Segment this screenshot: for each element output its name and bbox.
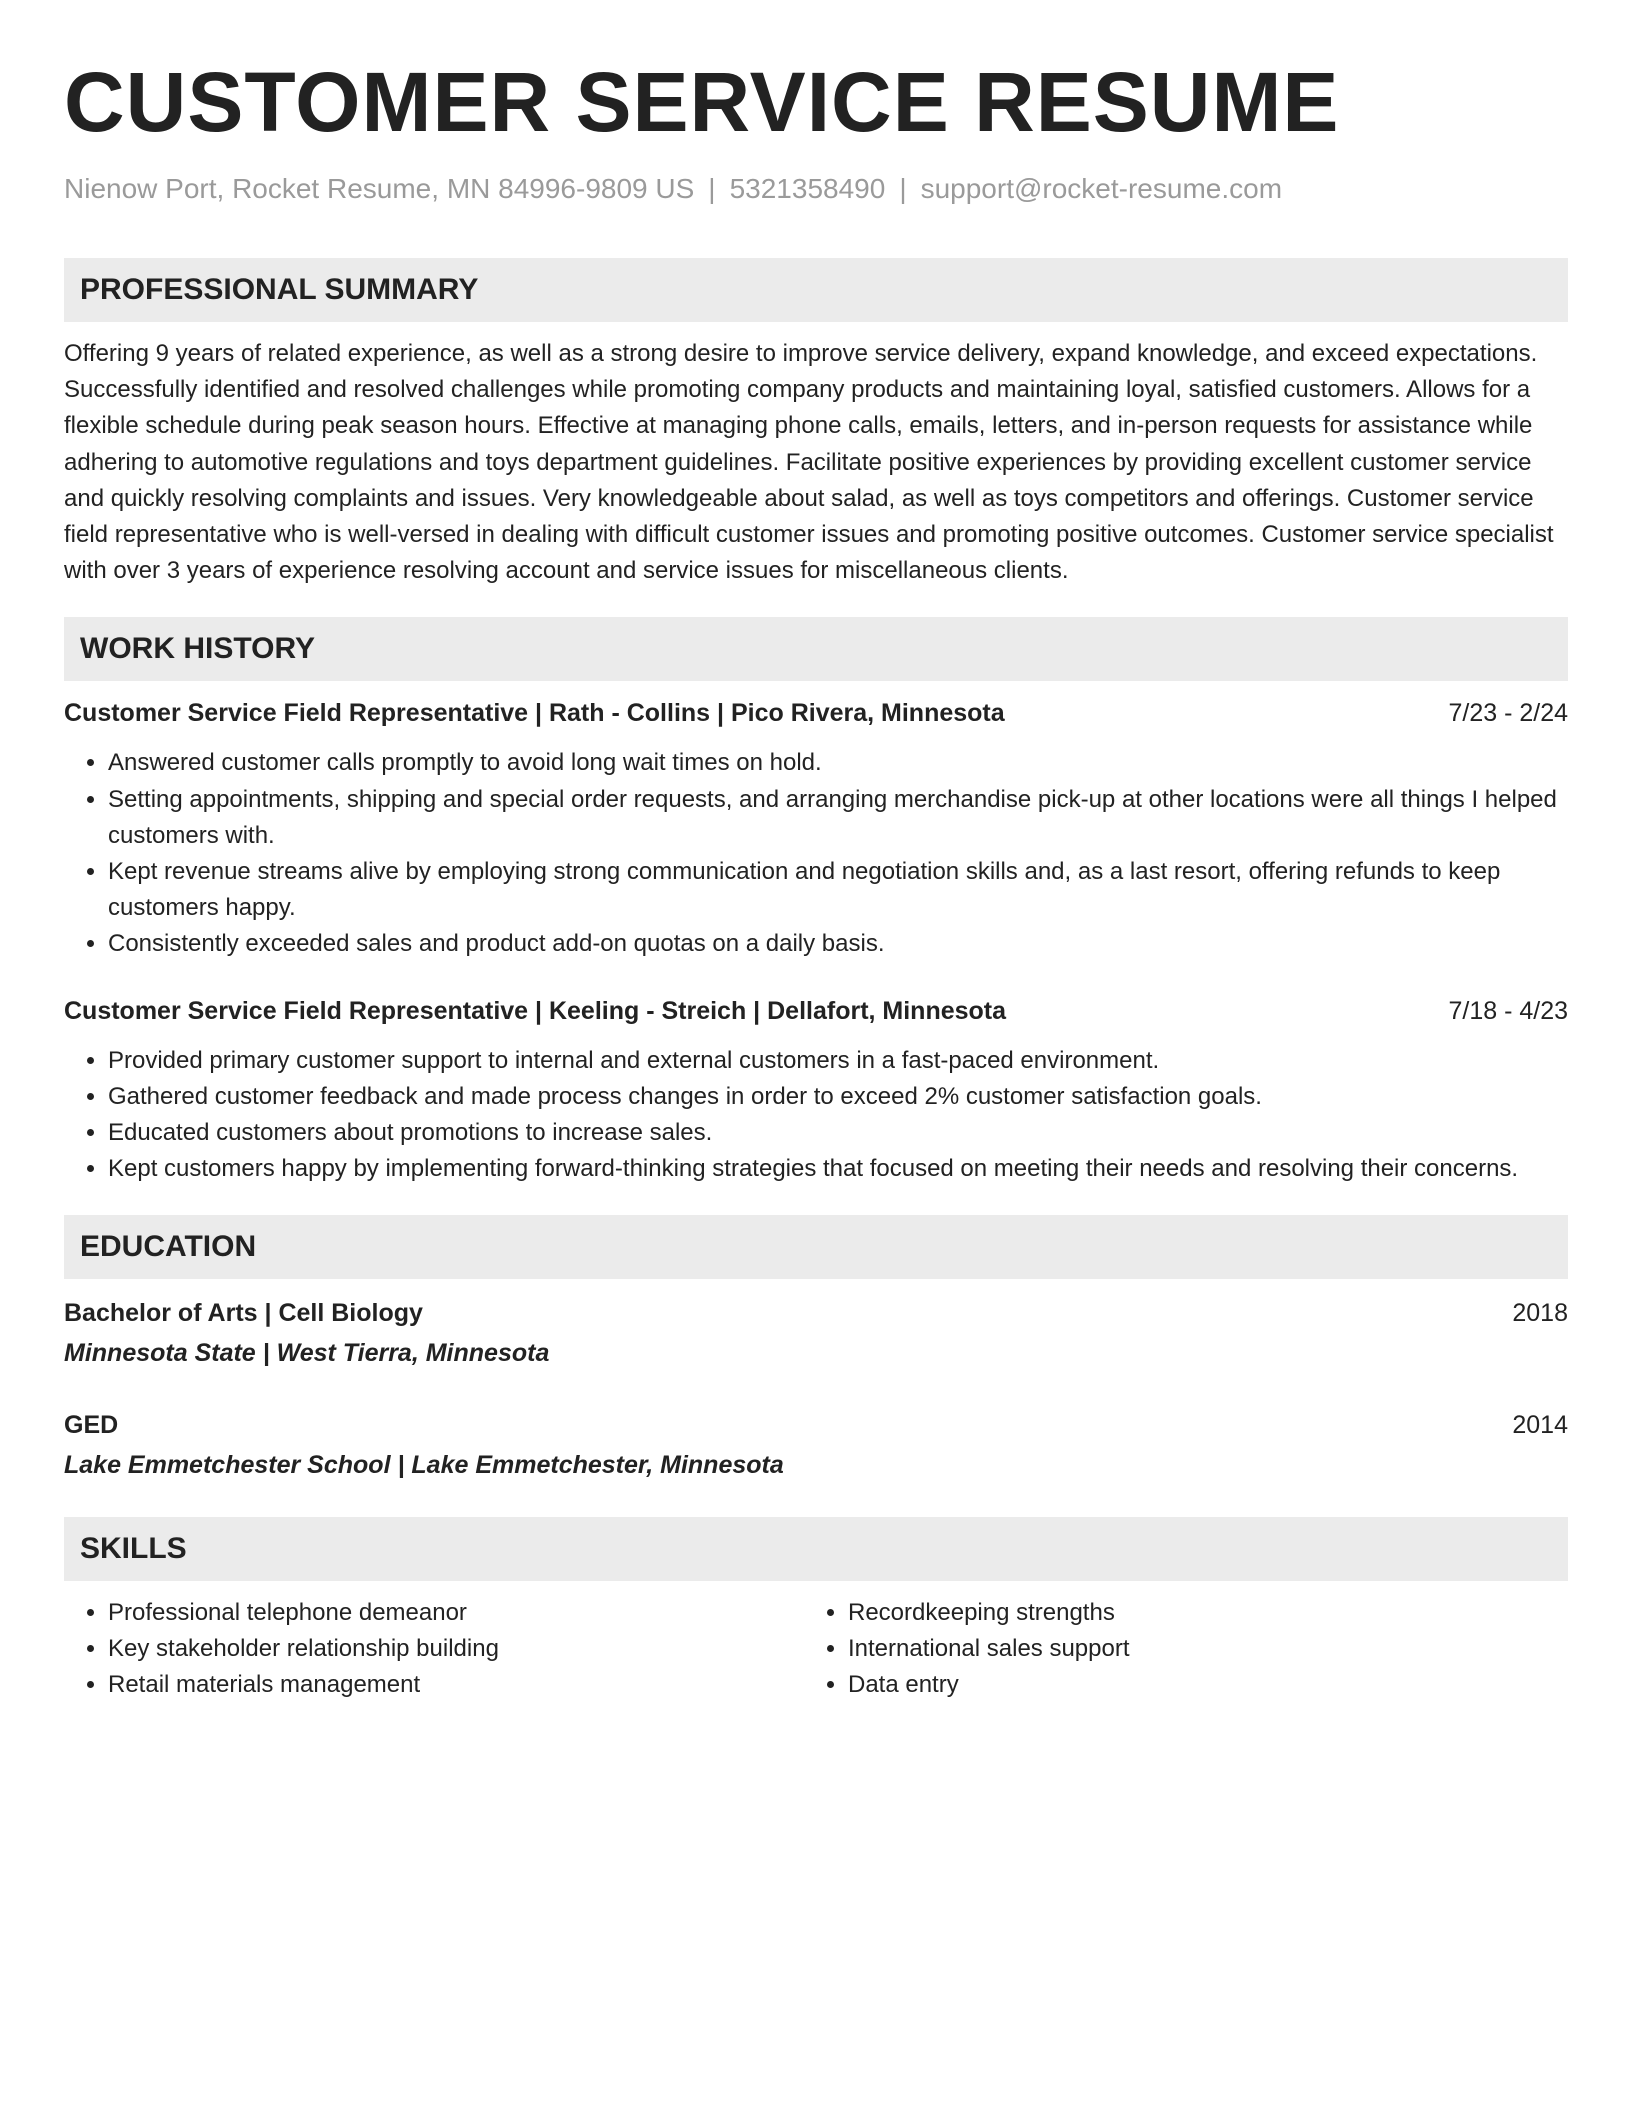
contact-email: support@rocket-resume.com xyxy=(920,173,1283,204)
skill-item: • Key stakeholder relationship building xyxy=(108,1631,804,1667)
contact-separator: | xyxy=(708,173,716,204)
summary-text: Offering 9 years of related experience, as well as a strong desire to improve service delivery, expand knowledge, and exceed expectations. Successfully identified and resolved challenges while promoting company products and maintaining loyal, satisfied customers. Allows for a flexible schedule during peak season hours. Effective at managing phone calls, emails, letters, and in-person requests for assistance while adhering to automotive regulations and toys department guidelines. Facilitate positive experiences by providing excellent customer service and quickly resolving complaints and issues. Very knowledgeable about salad, as well as toys competitors and offerings. Customer service field representative who is well-versed in dealing with difficult customer issues and promoting positive outcomes. Customer service specialist with over 3 years of experience resolving account and service issues for miscellaneous clients. xyxy=(64,340,1554,585)
education-row xyxy=(64,1407,1568,1443)
skill-item: • Recordkeeping strengths xyxy=(848,1595,1544,1631)
job-bullet: • Consistently exceeded sales and product add-on quotas on a daily basis. xyxy=(108,926,1568,962)
job-bullet: • Setting appointments, shipping and special order requests, and arranging merchandise pick-up at other locations were all things I helped customers with. xyxy=(108,782,1568,854)
skill-item: • Retail materials management xyxy=(108,1667,804,1703)
skills-list xyxy=(804,1595,1544,1703)
contact-address: Nienow Port, Rocket Resume, MN 84996-9809 US xyxy=(64,173,695,204)
job-heading-row xyxy=(64,993,1568,1029)
section-header-work-history: WORK HISTORY xyxy=(64,617,1568,681)
section-header-skills: SKILLS xyxy=(64,1517,1568,1581)
job-bullet: • Kept revenue streams alive by employing strong communication and negotiation skills and, as a last resort, offering refunds to keep customers happy. xyxy=(108,854,1568,926)
education-degree: Bachelor of Arts | Cell Biology xyxy=(64,1299,423,1328)
education-school: Minnesota State | West Tierra, Minnesota xyxy=(64,1339,550,1368)
job-dates: 7/23 - 2/24 xyxy=(1448,699,1568,728)
resume-name: CUSTOMER SERVICE RESUME xyxy=(64,55,1340,149)
education-degree: GED xyxy=(64,1411,119,1440)
job-heading-row xyxy=(64,695,1568,731)
job-bullet: • Gathered customer feedback and made process changes in order to exceed 2% customer satisfaction goals. xyxy=(108,1079,1568,1115)
skills-column-left xyxy=(64,1595,804,1703)
job-title: Customer Service Field Representative | Keeling - Streich | Dellafort, Minnesota xyxy=(64,996,1007,1025)
skill-item: • Data entry xyxy=(848,1667,1544,1703)
contact-line xyxy=(64,172,1568,206)
job-bullet-list xyxy=(64,745,1568,962)
job-bullet: • Kept customers happy by implementing forward-thinking strategies that focused on meeting their needs and resolving their concerns. xyxy=(108,1151,1568,1187)
job-bullet-list xyxy=(64,1043,1568,1188)
job-bullet: • Answered customer calls promptly to avoid long wait times on hold. xyxy=(108,745,1568,781)
skills-list xyxy=(64,1595,804,1703)
job-title: Customer Service Field Representative | Rath - Collins | Pico Rivera, Minnesota xyxy=(64,699,1005,728)
job-dates: 7/18 - 4/23 xyxy=(1448,996,1568,1025)
section-header-education: EDUCATION xyxy=(64,1215,1568,1279)
section-header-summary: PROFESSIONAL SUMMARY xyxy=(64,258,1568,322)
education-year: 2018 xyxy=(1512,1299,1568,1328)
skills-grid xyxy=(64,1595,1568,1703)
contact-separator: | xyxy=(899,173,907,204)
job-bullet: • Provided primary customer support to internal and external customers in a fast-paced environment. xyxy=(108,1043,1568,1079)
contact-phone: 5321358490 xyxy=(729,173,886,204)
skill-item: • Professional telephone demeanor xyxy=(108,1595,804,1631)
education-row xyxy=(64,1295,1568,1331)
education-year: 2014 xyxy=(1512,1411,1568,1440)
skill-item: • International sales support xyxy=(848,1631,1544,1667)
education-school: Lake Emmetchester School | Lake Emmetchester, Minnesota xyxy=(64,1451,784,1480)
job-bullet: • Educated customers about promotions to increase sales. xyxy=(108,1115,1568,1151)
skills-column-right xyxy=(804,1595,1544,1703)
